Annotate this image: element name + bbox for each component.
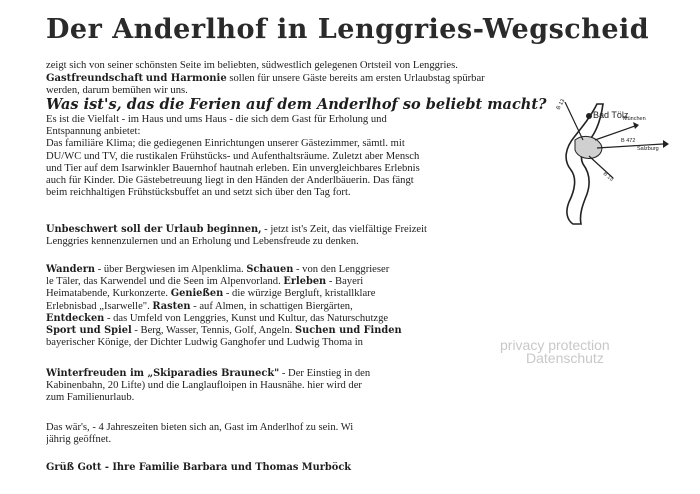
text-line: Das familiäre Klima; die gediegenen Einrichtungen unserer Gästezimmer, sämtl. mit	[46, 138, 405, 150]
text-run: - die würzige Bergluft, kristallklare	[223, 288, 376, 300]
text-line: Es ist die Vielfalt - im Haus und ums Haus - die sich dem Gast für Erholung und	[46, 114, 387, 125]
section-heading: Was ist's, das die Ferien auf dem Anderlhof so beliebt macht?	[46, 96, 547, 113]
bold-phrase: Rasten	[152, 300, 191, 312]
closing-signature	[46, 462, 452, 474]
bold-phrase: Suchen und Finden	[295, 325, 402, 337]
text-run: - das Umfeld von Lenggries, Kunst und Kultur, das Naturschutzge	[104, 312, 389, 324]
activity-line	[46, 313, 452, 325]
bold-phrase: Genießen	[170, 288, 224, 300]
activity-line	[46, 288, 452, 300]
city-marker	[586, 113, 592, 119]
text-run: bayerischer Könige, der Dichter Ludwig Ganghofer und Ludwig Thoma in	[46, 337, 363, 349]
privacy-watermark	[500, 339, 680, 365]
bold-phrase: Erleben	[283, 276, 327, 288]
text-line: beim reichhaltigen Frühstücksbuffet an und setzt sich über den Tag fort.	[46, 187, 351, 199]
road-north	[565, 102, 583, 140]
text-run: - Berg, Wasser, Tennis, Golf, Angeln.	[131, 325, 296, 337]
text-run: - von den Lenggrieser	[293, 264, 390, 275]
paragraph-winter	[46, 368, 452, 405]
text-line	[46, 224, 452, 236]
closing-text: Grüß Gott - Ihre Familie Barbara und Thomas Murböck	[46, 462, 352, 473]
text-line: und Tier auf dem Isarwinkler Bauernhof hautnah erleben. Ein unvergleichbares Erlebnis	[46, 162, 420, 174]
bold-phrase: Wandern	[46, 264, 95, 275]
text-line: zum Familienurlaub.	[46, 392, 135, 404]
bold-phrase: Winterfreuden im „Skiparadies Brauneck"	[46, 368, 280, 379]
activity-line	[46, 276, 452, 288]
text-run: - jetzt ist's Zeit, das vielfältige Freizeit	[261, 224, 427, 235]
map-label-munich: München	[623, 116, 646, 122]
paragraph-activities	[46, 264, 452, 349]
paragraph-jahreszeiten	[46, 422, 452, 446]
intro-paragraph	[46, 60, 516, 98]
text-line: Lenggries kennenzulernen und an Erholung und Lebensfreude zu denken.	[46, 236, 359, 248]
activity-line	[46, 301, 452, 313]
text-line: Kabinenbahn, 20 Lifte) und die Langlaufloipen in Hausnähe. hier wird der	[46, 380, 362, 392]
bold-phrase: Unbeschwert soll der Urlaub beginnen,	[46, 224, 262, 235]
page-title: Der Anderlhof in Lenggries-Wegscheid	[46, 14, 650, 45]
text-run: Erlebnisbad „Isarwelle".	[46, 300, 153, 312]
text-run: Heimatabende, Kurkonzerte.	[46, 288, 171, 300]
text-line: jährig geöffnet.	[46, 434, 112, 446]
map-label-road-south: B 13	[601, 170, 615, 183]
arrow-east-icon	[663, 140, 669, 148]
text-run: - Der Einstieg in den	[279, 368, 371, 379]
intro-text-2: sollen für unsere Gäste bereits am ersten Urlaubstag spürbar werden, darum bemühen wir uns.	[46, 72, 485, 96]
text-line: Entspannung anbietet:	[46, 126, 141, 138]
bold-phrase: Schauen	[246, 264, 294, 275]
paragraph-vielfalt	[46, 114, 530, 199]
text-run: - auf Almen, in schattigen Biergärten,	[190, 300, 353, 312]
map-label-city: Bad Tölz	[593, 110, 629, 120]
text-run: - über Bergwiesen im Alpenklima.	[95, 264, 247, 275]
location-map	[535, 96, 670, 226]
watermark-line-2: Datenschutz	[526, 350, 604, 366]
activity-line	[46, 264, 452, 276]
map-label-road-north: B 13	[555, 98, 567, 111]
watermark-line-1: privacy protection	[500, 337, 610, 353]
bold-phrase: Sport und Spiel	[46, 325, 132, 337]
map-label-salzburg: Salzburg	[637, 146, 659, 152]
activity-line	[46, 325, 452, 337]
paragraph-unbeschwert	[46, 224, 452, 248]
intro-bold-gastfreundschaft: Gastfreundschaft	[46, 72, 144, 84]
text-run: - Bayeri	[326, 276, 364, 288]
map-label-road-east: B 472	[621, 138, 636, 144]
activity-line	[46, 337, 452, 349]
arrow-munich-icon	[633, 122, 639, 129]
text-line	[46, 368, 452, 380]
bold-phrase: Entdecken	[46, 312, 105, 324]
text-line: DU/WC und TV, die rustikalen Frühstücks- und Aufenthaltsräume. Zuletzt aber Mensch	[46, 150, 420, 162]
text-line: auch für Kinder. Die Gästebetreuung liegt in den Händen der Anderlbäuerin. Das fängt	[46, 175, 414, 187]
intro-text: zeigt sich von seiner schönsten Seite im beliebten, südwestlich gelegenen Ortsteil von Lenggries.	[46, 60, 458, 71]
text-line: Das wär's, - 4 Jahreszeiten bieten sich an, Gast im Anderlhof zu sein. Wi	[46, 422, 354, 433]
text-run: le Täler, das Karwendel und die Seen im Alpenvorland.	[46, 276, 284, 288]
intro-bold-harmonie: und Harmonie	[145, 72, 227, 84]
